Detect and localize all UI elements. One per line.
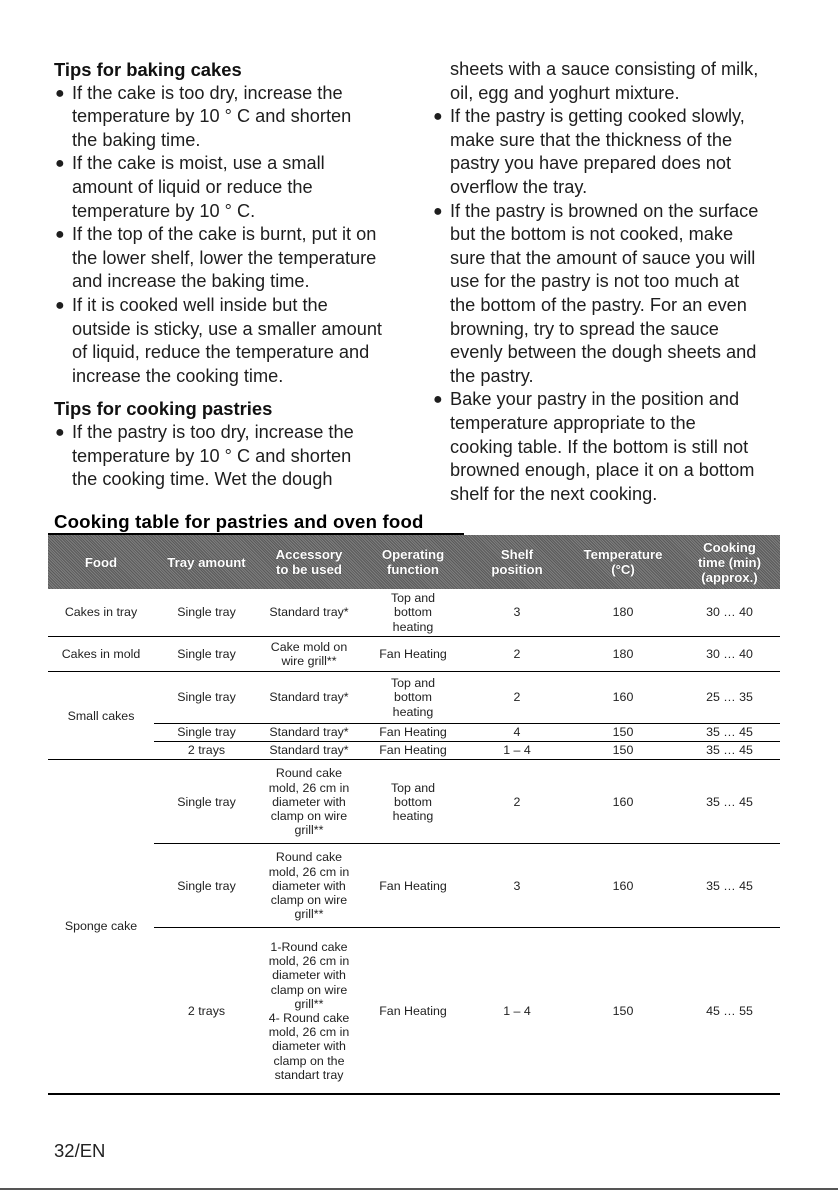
- operating-function-cell: Top and bottom heating: [390, 591, 436, 634]
- bullet-icon: ●: [433, 108, 443, 126]
- tip-line: If the pastry is too dry, increase the: [72, 421, 354, 442]
- tip-line: temperature by 10 ° C and shorten: [72, 445, 352, 466]
- cooking-time-cell: 30 … 40: [706, 646, 753, 661]
- table-bottom-rule: [48, 1093, 780, 1095]
- cooking-time-cell: 35 … 45: [706, 878, 753, 893]
- row-divider: [154, 843, 780, 844]
- accessory-cell: Standard tray*: [269, 742, 349, 757]
- tray-amount-cell: Single tray: [177, 646, 236, 661]
- list-item: [54, 223, 414, 294]
- list-item: [54, 421, 414, 492]
- food-cell: Cakes in mold: [61, 646, 141, 661]
- row-divider: [48, 759, 780, 760]
- shelf-position-cell: 2: [513, 794, 521, 809]
- accessory-cell: Round cake mold, 26 cm in diameter with clamp on wire grill**: [268, 850, 350, 922]
- temperature-cell: 160: [612, 794, 634, 809]
- tip-line: make sure that the thickness of the: [450, 129, 733, 150]
- header-tray-amount: Tray amount: [167, 554, 246, 570]
- section-gap: [54, 388, 414, 397]
- pastries-tips-list-continued: [432, 105, 792, 506]
- bullet-icon: ●: [433, 391, 443, 409]
- accessory-cell: Standard tray*: [269, 690, 349, 705]
- header-temperature: Temperature (°C): [583, 547, 663, 577]
- row-divider: [154, 741, 780, 742]
- shelf-position-cell: 3: [513, 605, 521, 620]
- tip-line: evenly between the dough sheets and: [450, 342, 757, 363]
- operating-function-cell: Fan Heating: [379, 742, 447, 757]
- shelf-position-cell: 2: [513, 690, 521, 705]
- continuation-line: sheets with a sauce consisting of milk,: [450, 59, 759, 79]
- tip-line: the bottom of the pastry. For an even: [450, 294, 747, 315]
- temperature-cell: 160: [612, 878, 634, 893]
- header-food: Food: [84, 554, 118, 570]
- tip-line: sure that the amount of sauce you will: [450, 247, 756, 268]
- row-divider: [154, 723, 780, 724]
- bullet-icon: ●: [55, 296, 65, 314]
- operating-function-cell: Fan Heating: [379, 878, 447, 893]
- tip-line: of liquid, reduce the temperature and: [72, 342, 370, 363]
- food-cell: Small cakes: [67, 708, 135, 723]
- tray-amount-cell: 2 trays: [187, 1003, 226, 1018]
- header-operating-function: Operating function: [381, 547, 445, 577]
- temperature-cell: 180: [612, 605, 634, 620]
- tip-line: browned enough, place it on a bottom: [450, 460, 755, 481]
- page-bottom-rule: [0, 1188, 838, 1190]
- operating-function-cell: Fan Heating: [379, 646, 447, 661]
- tip-line: outside is sticky, use a smaller amount: [72, 318, 382, 339]
- accessory-cell: Round cake mold, 26 cm in diameter with clamp on wire grill**: [268, 766, 350, 838]
- shelf-position-cell: 3: [513, 878, 521, 893]
- operating-function-cell: Top and bottom heating: [390, 780, 436, 824]
- tip-line: overflow the tray.: [450, 176, 588, 197]
- bullet-icon: ●: [433, 202, 443, 220]
- tip-line: cooking table. If the bottom is still not: [450, 436, 749, 457]
- tray-amount-cell: Single tray: [177, 724, 236, 739]
- tray-amount-cell: Single tray: [177, 605, 236, 620]
- tip-line: If it is cooked well inside but the: [72, 294, 328, 315]
- tray-amount-cell: Single tray: [177, 794, 236, 809]
- header-cooking-time: Cooking time (min) (approx.): [697, 539, 761, 585]
- tip-line: the cooking time. Wet the dough: [72, 469, 333, 490]
- tip-line: If the cake is moist, use a small: [72, 153, 325, 174]
- heading-tips-baking-cakes: Tips for baking cakes: [54, 59, 242, 80]
- tip-line: temperature by 10 ° C and shorten: [72, 106, 352, 127]
- bullet-icon: ●: [55, 226, 65, 244]
- temperature-cell: 180: [612, 646, 634, 661]
- list-item: [432, 105, 792, 199]
- tip-line: pastry you have prepared does not: [450, 153, 732, 174]
- cooking-time-cell: 45 … 55: [706, 1003, 753, 1018]
- tip-line: If the cake is too dry, increase the: [72, 82, 343, 103]
- bullet-icon: ●: [55, 84, 65, 102]
- header-accessory: Accessory to be used: [275, 547, 343, 577]
- tip-line: shelf for the next cooking.: [450, 483, 658, 504]
- accessory-cell: Cake mold on wire grill**: [270, 639, 348, 668]
- page-number: 32/EN: [54, 1140, 106, 1161]
- tip-line: increase the cooking time.: [72, 365, 284, 386]
- row-divider: [48, 636, 780, 637]
- list-item: [432, 200, 792, 389]
- tray-amount-cell: 2 trays: [187, 742, 226, 757]
- shelf-position-cell: 2: [513, 646, 521, 661]
- temperature-cell: 150: [612, 724, 634, 739]
- shelf-position-cell: 1 – 4: [503, 1003, 531, 1018]
- tray-amount-cell: Single tray: [177, 878, 236, 893]
- tip-line: the pastry.: [450, 365, 534, 386]
- cooking-time-cell: 30 … 40: [706, 605, 753, 620]
- bullet-icon: ●: [55, 423, 65, 441]
- list-item: [54, 294, 414, 388]
- tip-line: If the pastry is getting cooked slowly,: [450, 106, 745, 127]
- cooking-time-cell: 35 … 45: [706, 742, 753, 757]
- operating-function-cell: Fan Heating: [379, 724, 447, 739]
- accessory-cell: Standard tray*: [269, 605, 349, 620]
- food-cell: Cakes in tray: [64, 605, 138, 620]
- list-item: [432, 388, 792, 506]
- baking-cakes-tips-list: [54, 82, 414, 389]
- temperature-cell: 150: [612, 742, 634, 757]
- shelf-position-cell: 1 – 4: [503, 742, 531, 757]
- tip-line: but the bottom is not cooked, make: [450, 224, 734, 245]
- cooking-time-cell: 25 … 35: [706, 690, 753, 705]
- accessory-cell: Standard tray*: [269, 724, 349, 739]
- heading-tips-cooking-pastries: Tips for cooking pastries: [54, 398, 273, 420]
- table-title: Cooking table for pastries and oven food: [54, 511, 424, 532]
- cooking-time-cell: 35 … 45: [706, 794, 753, 809]
- operating-function-cell: Fan Heating: [379, 1003, 447, 1018]
- tip-line: temperature appropriate to the: [450, 412, 696, 433]
- cooking-time-cell: 35 … 45: [706, 724, 753, 739]
- tip-line: and increase the baking time.: [72, 271, 310, 292]
- accessory-cell: 1-Round cake mold, 26 cm in diameter with clamp on wire grill** 4- Round cake mold, 26 cm in diameter with clamp on the standart tray: [268, 939, 350, 1082]
- left-column: [54, 58, 414, 492]
- right-column: [432, 58, 792, 506]
- row-divider: [154, 927, 780, 928]
- header-shelf-position: Shelf position: [491, 547, 543, 577]
- list-item: [54, 82, 414, 153]
- food-cell: Sponge cake: [64, 919, 138, 934]
- table-header: [48, 535, 780, 589]
- tray-amount-cell: Single tray: [177, 690, 236, 705]
- tip-line: amount of liquid or reduce the: [72, 176, 313, 197]
- pastries-tips-list: [54, 421, 414, 492]
- tip-line: the lower shelf, lower the temperature: [72, 247, 377, 268]
- temperature-cell: 160: [612, 690, 634, 705]
- temperature-cell: 150: [612, 1003, 634, 1018]
- tip-line: If the top of the cake is burnt, put it on: [72, 224, 377, 245]
- tip-line: browning, try to spread the sauce: [450, 318, 719, 339]
- list-item: [54, 152, 414, 223]
- continuation-line: oil, egg and yoghurt mixture.: [450, 82, 680, 103]
- tip-line: the baking time.: [72, 129, 201, 150]
- operating-function-cell: Top and bottom heating: [390, 676, 436, 719]
- bullet-icon: ●: [55, 155, 65, 173]
- tip-line: Bake your pastry in the position and: [450, 389, 740, 410]
- row-divider: [48, 671, 780, 672]
- shelf-position-cell: 4: [513, 724, 521, 739]
- tip-line: If the pastry is browned on the surface: [450, 200, 759, 221]
- tip-line: temperature by 10 ° C.: [72, 200, 256, 221]
- tip-line: use for the pastry is not too much at: [450, 271, 740, 292]
